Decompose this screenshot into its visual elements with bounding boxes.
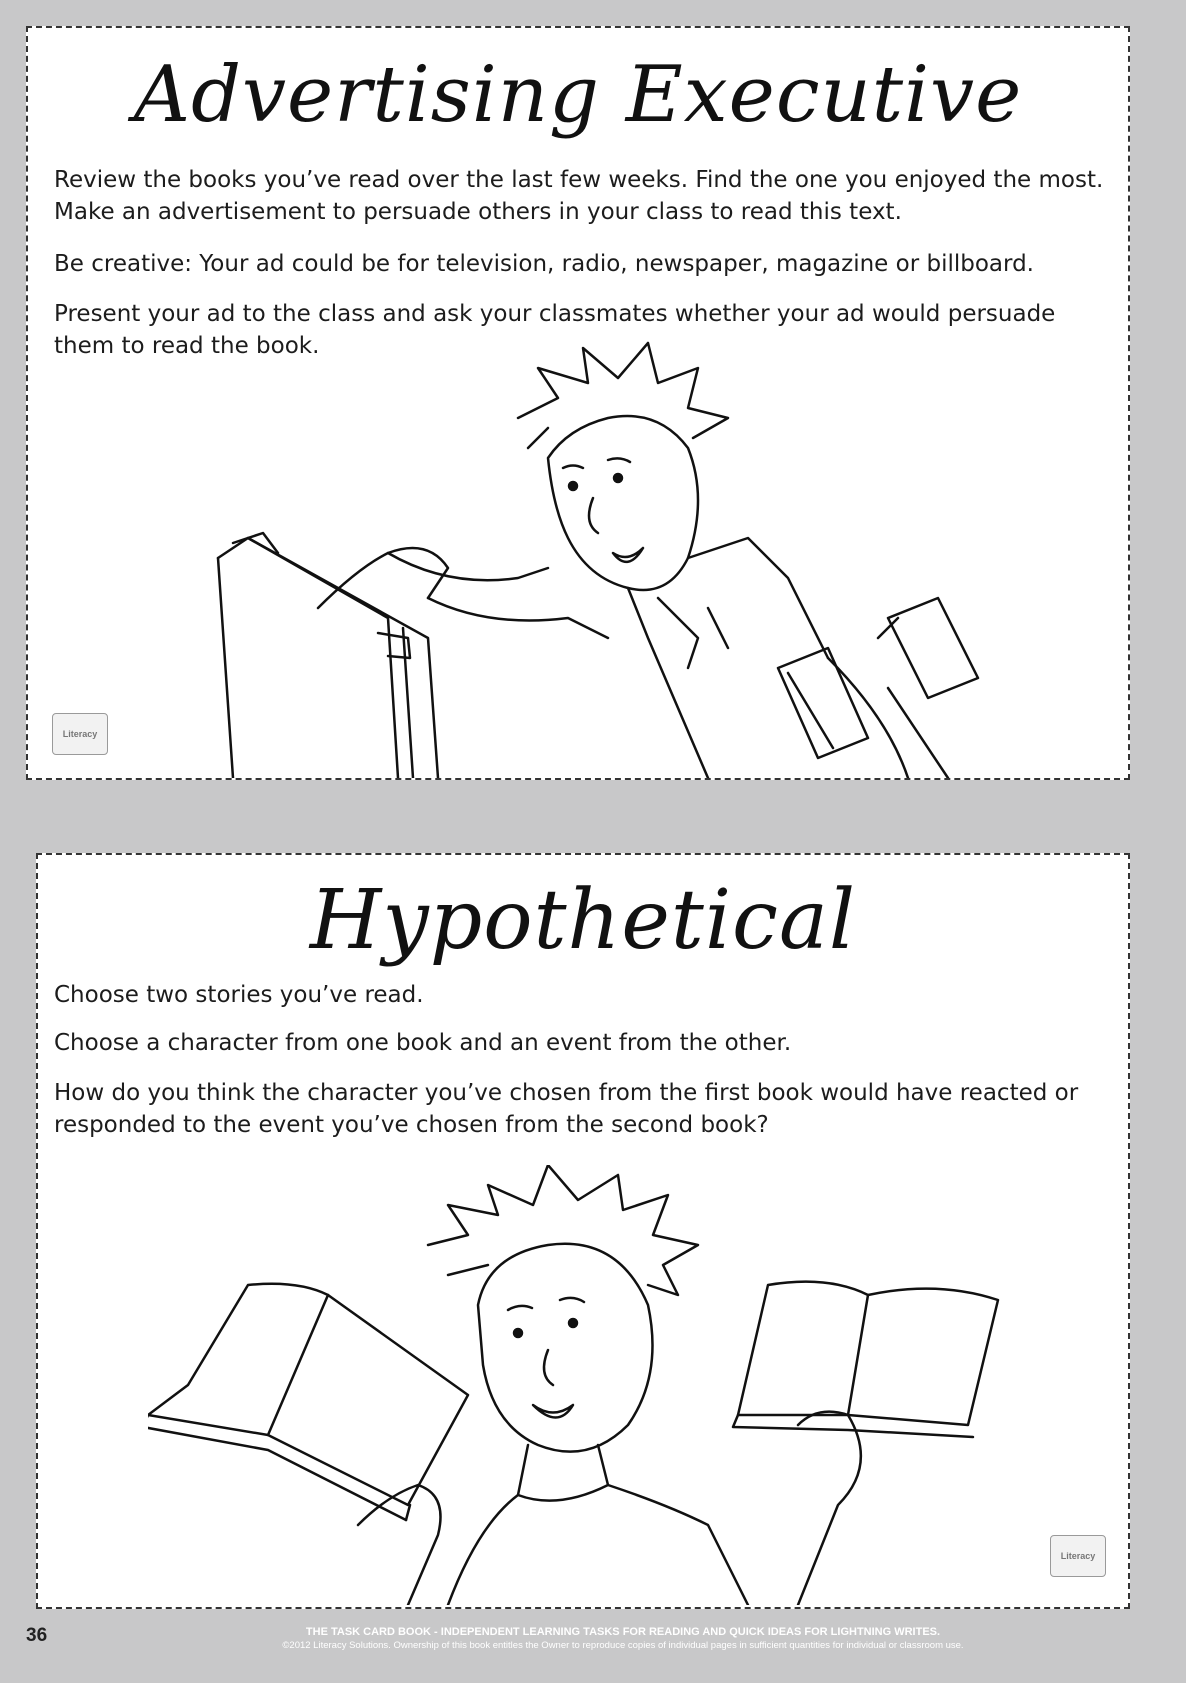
boy-with-two-books-illustration: [148, 1165, 1068, 1605]
task-card-hypothetical: [36, 853, 1130, 1609]
card-title: Advertising Executive: [133, 50, 1023, 140]
page-number: 36: [26, 1625, 48, 1646]
boy-with-briefcase-illustration: [188, 338, 1048, 778]
card-paragraph: Choose two stories you’ve read.: [54, 982, 424, 1008]
card-paragraph: Choose a character from one book and an event from the other.: [54, 1030, 792, 1056]
card-paragraph: Present your ad to the class and ask your classmates whether your ad would persuade them to read the book.: [54, 301, 1056, 359]
card-paragraph: How do you think the character you’ve chosen from the first book would have reacted or responded to the event you’ve chosen from the second book?: [54, 1080, 1079, 1138]
literacy-solutions-logo: Literacy: [52, 713, 108, 755]
footer-copyright-notice: ©2012 Literacy Solutions. Ownership of this book entitles the Owner to reproduce copies of individual pages in sufficient quantities for individual or classroom use.: [282, 1640, 964, 1651]
task-card-advertising-executive: [26, 26, 1130, 780]
card-title: Hypothetical: [309, 873, 857, 968]
footer-book-title: THE TASK CARD BOOK - INDEPENDENT LEARNING TASKS FOR READING AND QUICK IDEAS FOR LIGHTNING WRITES.: [305, 1626, 941, 1638]
card-paragraph: Be creative: Your ad could be for television, radio, newspaper, magazine or billboard.: [54, 251, 1034, 277]
literacy-solutions-logo: Literacy: [1050, 1535, 1106, 1577]
card-paragraph: Review the books you’ve read over the last few weeks. Find the one you enjoyed the most. Make an advertisement to persuade others in your class to read this text.: [54, 167, 1104, 225]
footer-copyright: [90, 1626, 1156, 1651]
